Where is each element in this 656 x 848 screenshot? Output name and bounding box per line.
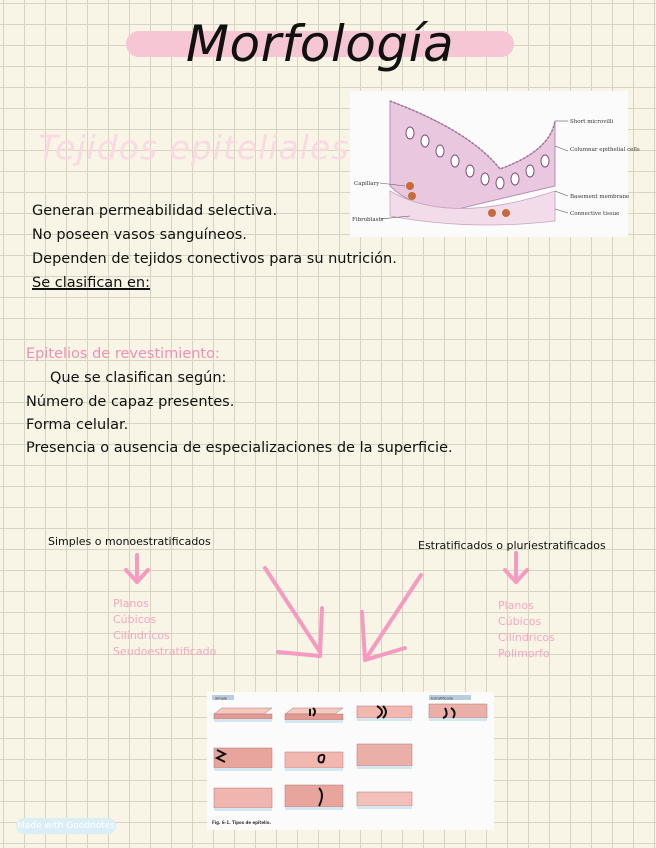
label-short-microvilli: Short microvilli [570, 119, 614, 125]
list-item: Polimorfo [498, 647, 550, 660]
list-item: Cilíndricos [498, 631, 555, 644]
figure-group-label: Estratificado [431, 696, 453, 701]
intro-line: Dependen de tejidos conectivos para su nutrición. [32, 251, 397, 267]
list-item: Cúbicos [498, 615, 542, 628]
epithelium-types-figure [207, 692, 494, 830]
intro-line: Generan permeabilidad selectiva. [32, 203, 278, 219]
stratified-label: Estratificados o pluriestratificados [418, 539, 606, 552]
intro-line: No poseen vasos sanguíneos. [32, 227, 247, 243]
revestimiento-intro: Que se clasifican según: [50, 370, 227, 386]
label-fibroblasts: Fibroblasts [352, 217, 384, 223]
arrow-down-icon [505, 553, 527, 582]
section-heading: Tejidos epiteliales [38, 128, 350, 167]
arrow-diagonal-icon [362, 575, 421, 660]
list-item: Planos [113, 597, 149, 610]
page-title: Morfología [185, 15, 455, 73]
criteria-item: Número de capaz presentes. [26, 394, 235, 410]
epithelium-types-illustration [207, 692, 494, 830]
list-item: Cilíndricos [113, 629, 170, 642]
label-connective-tissue: Connective tissue [570, 211, 620, 217]
criteria-item: Forma celular. [26, 417, 129, 433]
revestimiento-heading: Epitelios de revestimiento: [26, 346, 220, 362]
label-capillary: Capillary [354, 181, 380, 187]
list-item: Cúbicos [113, 613, 157, 626]
list-item: Seudoestratificado [113, 645, 217, 658]
arrow-down-icon [126, 555, 148, 582]
list-item: Planos [498, 599, 534, 612]
simple-label: Simples o monoestratificados [48, 535, 211, 548]
criteria-item: Presencia o ausencia de especializaciones de la superficie. [26, 440, 453, 456]
classify-heading: Se clasifican en: [32, 275, 150, 291]
figure-caption: Fig. 6-1. Tipos de epitelio. [212, 820, 272, 825]
figure-group-label: Simple [215, 696, 227, 701]
label-columnar-cells: Columnar epithelial cells [570, 147, 640, 153]
arrow-diagonal-icon [265, 568, 322, 656]
goodnotes-badge: Made with Goodnotes [16, 818, 116, 834]
label-basement-membrane: Basement membrane [570, 194, 630, 200]
